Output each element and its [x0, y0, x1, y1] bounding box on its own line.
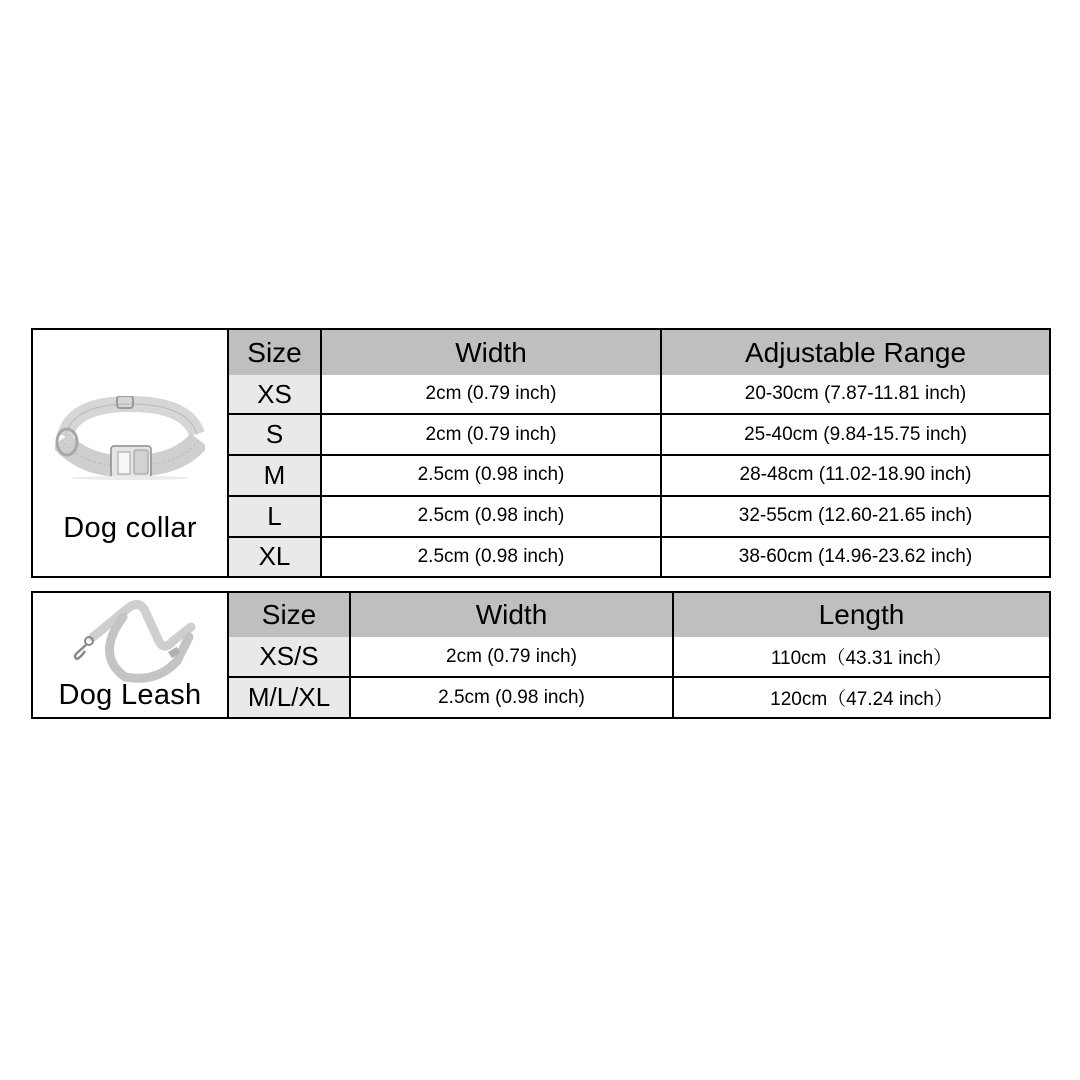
header-adjustable-range: Adjustable Range: [661, 330, 1049, 375]
leash-size-table: [229, 593, 1049, 717]
table-row: [229, 537, 1049, 576]
range-cell: 20-30cm (7.87-11.81 inch): [661, 375, 1049, 414]
size-cell: XS/S: [229, 637, 350, 677]
collar-product-panel: [33, 330, 229, 576]
table-row: [229, 637, 1049, 677]
table-row: [229, 677, 1049, 717]
range-cell: 38-60cm (14.96-23.62 inch): [661, 537, 1049, 576]
length-cell: 110cm（43.31 inch）: [673, 637, 1049, 677]
range-cell: 28-48cm (11.02-18.90 inch): [661, 455, 1049, 496]
size-cell: XL: [229, 537, 321, 576]
width-cell: 2.5cm (0.98 inch): [350, 677, 673, 717]
dog-collar-photo-icon: [55, 396, 205, 480]
collar-product-label: Dog collar: [63, 512, 197, 544]
table-row: [229, 414, 1049, 455]
width-cell: 2cm (0.79 inch): [350, 637, 673, 677]
dog-leash-photo-icon: [65, 597, 205, 683]
width-cell: 2.5cm (0.98 inch): [321, 496, 661, 537]
range-cell: 25-40cm (9.84-15.75 inch): [661, 414, 1049, 455]
header-size: Size: [229, 330, 321, 375]
leash-size-chart: [31, 591, 1051, 719]
header-size: Size: [229, 593, 350, 637]
collar-size-chart: [31, 328, 1051, 578]
leash-product-label: Dog Leash: [58, 679, 202, 711]
table-row: [229, 496, 1049, 537]
header-length: Length: [673, 593, 1049, 637]
header-width: Width: [350, 593, 673, 637]
length-cell: 120cm（47.24 inch）: [673, 677, 1049, 717]
header-width: Width: [321, 330, 661, 375]
table-row: [229, 455, 1049, 496]
range-cell: 32-55cm (12.60-21.65 inch): [661, 496, 1049, 537]
size-cell: M/L/XL: [229, 677, 350, 717]
size-cell: S: [229, 414, 321, 455]
width-cell: 2.5cm (0.98 inch): [321, 537, 661, 576]
collar-size-table: [229, 330, 1049, 576]
width-cell: 2cm (0.79 inch): [321, 375, 661, 414]
width-cell: 2.5cm (0.98 inch): [321, 455, 661, 496]
leash-product-panel: [33, 593, 229, 717]
size-cell: XS: [229, 375, 321, 414]
size-cell: M: [229, 455, 321, 496]
table-row: [229, 375, 1049, 414]
width-cell: 2cm (0.79 inch): [321, 414, 661, 455]
size-cell: L: [229, 496, 321, 537]
